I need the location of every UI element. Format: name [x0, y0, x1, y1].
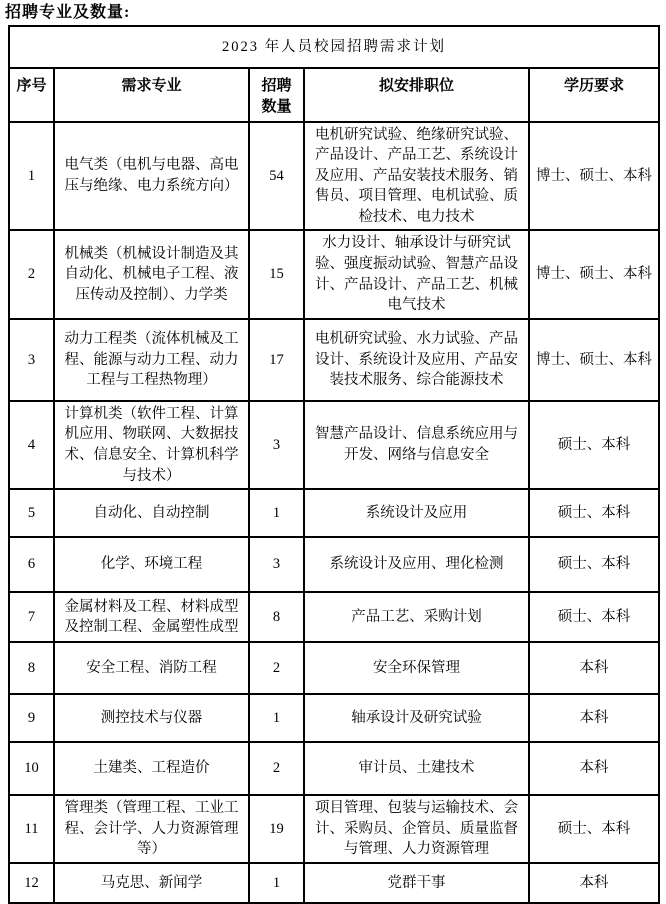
cell-education: 博士、硕士、本科	[529, 122, 659, 231]
cell-education: 本科	[529, 742, 659, 795]
cell-count: 3	[249, 401, 304, 489]
table-row	[9, 230, 659, 318]
table-row	[9, 863, 659, 903]
table-row	[9, 795, 659, 863]
intro-label: 招聘专业及数量:	[5, 4, 131, 21]
cell-education: 本科	[529, 694, 659, 742]
cell-no: 4	[9, 401, 54, 489]
table-row	[9, 592, 659, 642]
cell-no: 8	[9, 642, 54, 694]
cell-positions: 审计员、土建技术	[304, 742, 529, 795]
recruitment-table	[8, 25, 660, 904]
col-header-count: 招聘数量	[249, 68, 304, 122]
cell-positions: 水力设计、轴承设计与研究试验、强度振动试验、智慧产品设计、产品设计、产品工艺、机械电气技术	[304, 230, 529, 318]
cell-positions: 项目管理、包装与运输技术、会计、采购员、企管员、质量监督与管理、人力资源管理	[304, 795, 529, 863]
cell-count: 1	[249, 863, 304, 903]
col-header-positions: 拟安排职位	[304, 68, 529, 122]
cell-positions: 党群干事	[304, 863, 529, 903]
cell-positions: 智慧产品设计、信息系统应用与开发、网络与信息安全	[304, 401, 529, 489]
cell-major: 管理类（管理工程、工业工程、会计学、人力资源管理等）	[54, 795, 249, 863]
cell-major: 动力工程类（流体机械及工程、能源与动力工程、动力工程与工程热物理）	[54, 319, 249, 401]
cell-count: 19	[249, 795, 304, 863]
cell-major: 电气类（电机与电器、高电压与绝缘、电力系统方向）	[54, 122, 249, 231]
cell-count: 2	[249, 742, 304, 795]
cell-education: 博士、硕士、本科	[529, 230, 659, 318]
cell-count: 1	[249, 694, 304, 742]
cell-positions: 系统设计及应用、理化检测	[304, 537, 529, 592]
cell-education: 硕士、本科	[529, 401, 659, 489]
table-row	[9, 694, 659, 742]
cell-major: 机械类（机械设计制造及其自动化、机械电子工程、液压传动及控制）、力学类	[54, 230, 249, 318]
cell-count: 15	[249, 230, 304, 318]
cell-no: 12	[9, 863, 54, 903]
cell-no: 1	[9, 122, 54, 231]
cell-education: 硕士、本科	[529, 537, 659, 592]
cell-major: 计算机类（软件工程、计算机应用、物联网、大数据技术、信息安全、计算机科学与技术）	[54, 401, 249, 489]
cell-major: 化学、环境工程	[54, 537, 249, 592]
cell-major: 马克思、新闻学	[54, 863, 249, 903]
cell-major: 测控技术与仪器	[54, 694, 249, 742]
cell-education: 硕士、本科	[529, 592, 659, 642]
cell-count: 3	[249, 537, 304, 592]
cell-major: 土建类、工程造价	[54, 742, 249, 795]
cell-major: 自动化、自动控制	[54, 489, 249, 537]
cell-positions: 电机研究试验、绝缘研究试验、产品设计、产品工艺、系统设计及应用、产品安装技术服务、销售员、项目管理、电机试验、质检技术、电力技术	[304, 122, 529, 231]
cell-no: 9	[9, 694, 54, 742]
table-row	[9, 537, 659, 592]
cell-education: 硕士、本科	[529, 489, 659, 537]
cell-no: 5	[9, 489, 54, 537]
col-header-major: 需求专业	[54, 68, 249, 122]
cell-no: 6	[9, 537, 54, 592]
cell-positions: 产品工艺、采购计划	[304, 592, 529, 642]
cell-education: 博士、硕士、本科	[529, 319, 659, 401]
table-row	[9, 742, 659, 795]
cell-no: 10	[9, 742, 54, 795]
cell-education: 本科	[529, 642, 659, 694]
cell-no: 11	[9, 795, 54, 863]
cell-education: 本科	[529, 863, 659, 903]
table-row	[9, 319, 659, 401]
cell-count: 8	[249, 592, 304, 642]
cell-count: 54	[249, 122, 304, 231]
cell-positions: 轴承设计及研究试验	[304, 694, 529, 742]
cell-positions: 电机研究试验、水力试验、产品设计、系统设计及应用、产品安装技术服务、综合能源技术	[304, 319, 529, 401]
cell-no: 3	[9, 319, 54, 401]
cell-education: 硕士、本科	[529, 795, 659, 863]
cell-positions: 系统设计及应用	[304, 489, 529, 537]
table-header-row	[9, 68, 659, 122]
cell-major: 安全工程、消防工程	[54, 642, 249, 694]
cell-count: 1	[249, 489, 304, 537]
table-row	[9, 401, 659, 489]
cell-no: 2	[9, 230, 54, 318]
col-header-education: 学历要求	[529, 68, 659, 122]
col-header-no: 序号	[9, 68, 54, 122]
cell-no: 7	[9, 592, 54, 642]
table-title-row	[9, 26, 659, 68]
table-title: 2023 年人员校园招聘需求计划	[9, 26, 659, 68]
cell-positions: 安全环保管理	[304, 642, 529, 694]
table-row	[9, 489, 659, 537]
cell-major: 金属材料及工程、材料成型及控制工程、金属塑性成型	[54, 592, 249, 642]
cell-count: 2	[249, 642, 304, 694]
table-row	[9, 642, 659, 694]
table-row	[9, 122, 659, 231]
cell-count: 17	[249, 319, 304, 401]
